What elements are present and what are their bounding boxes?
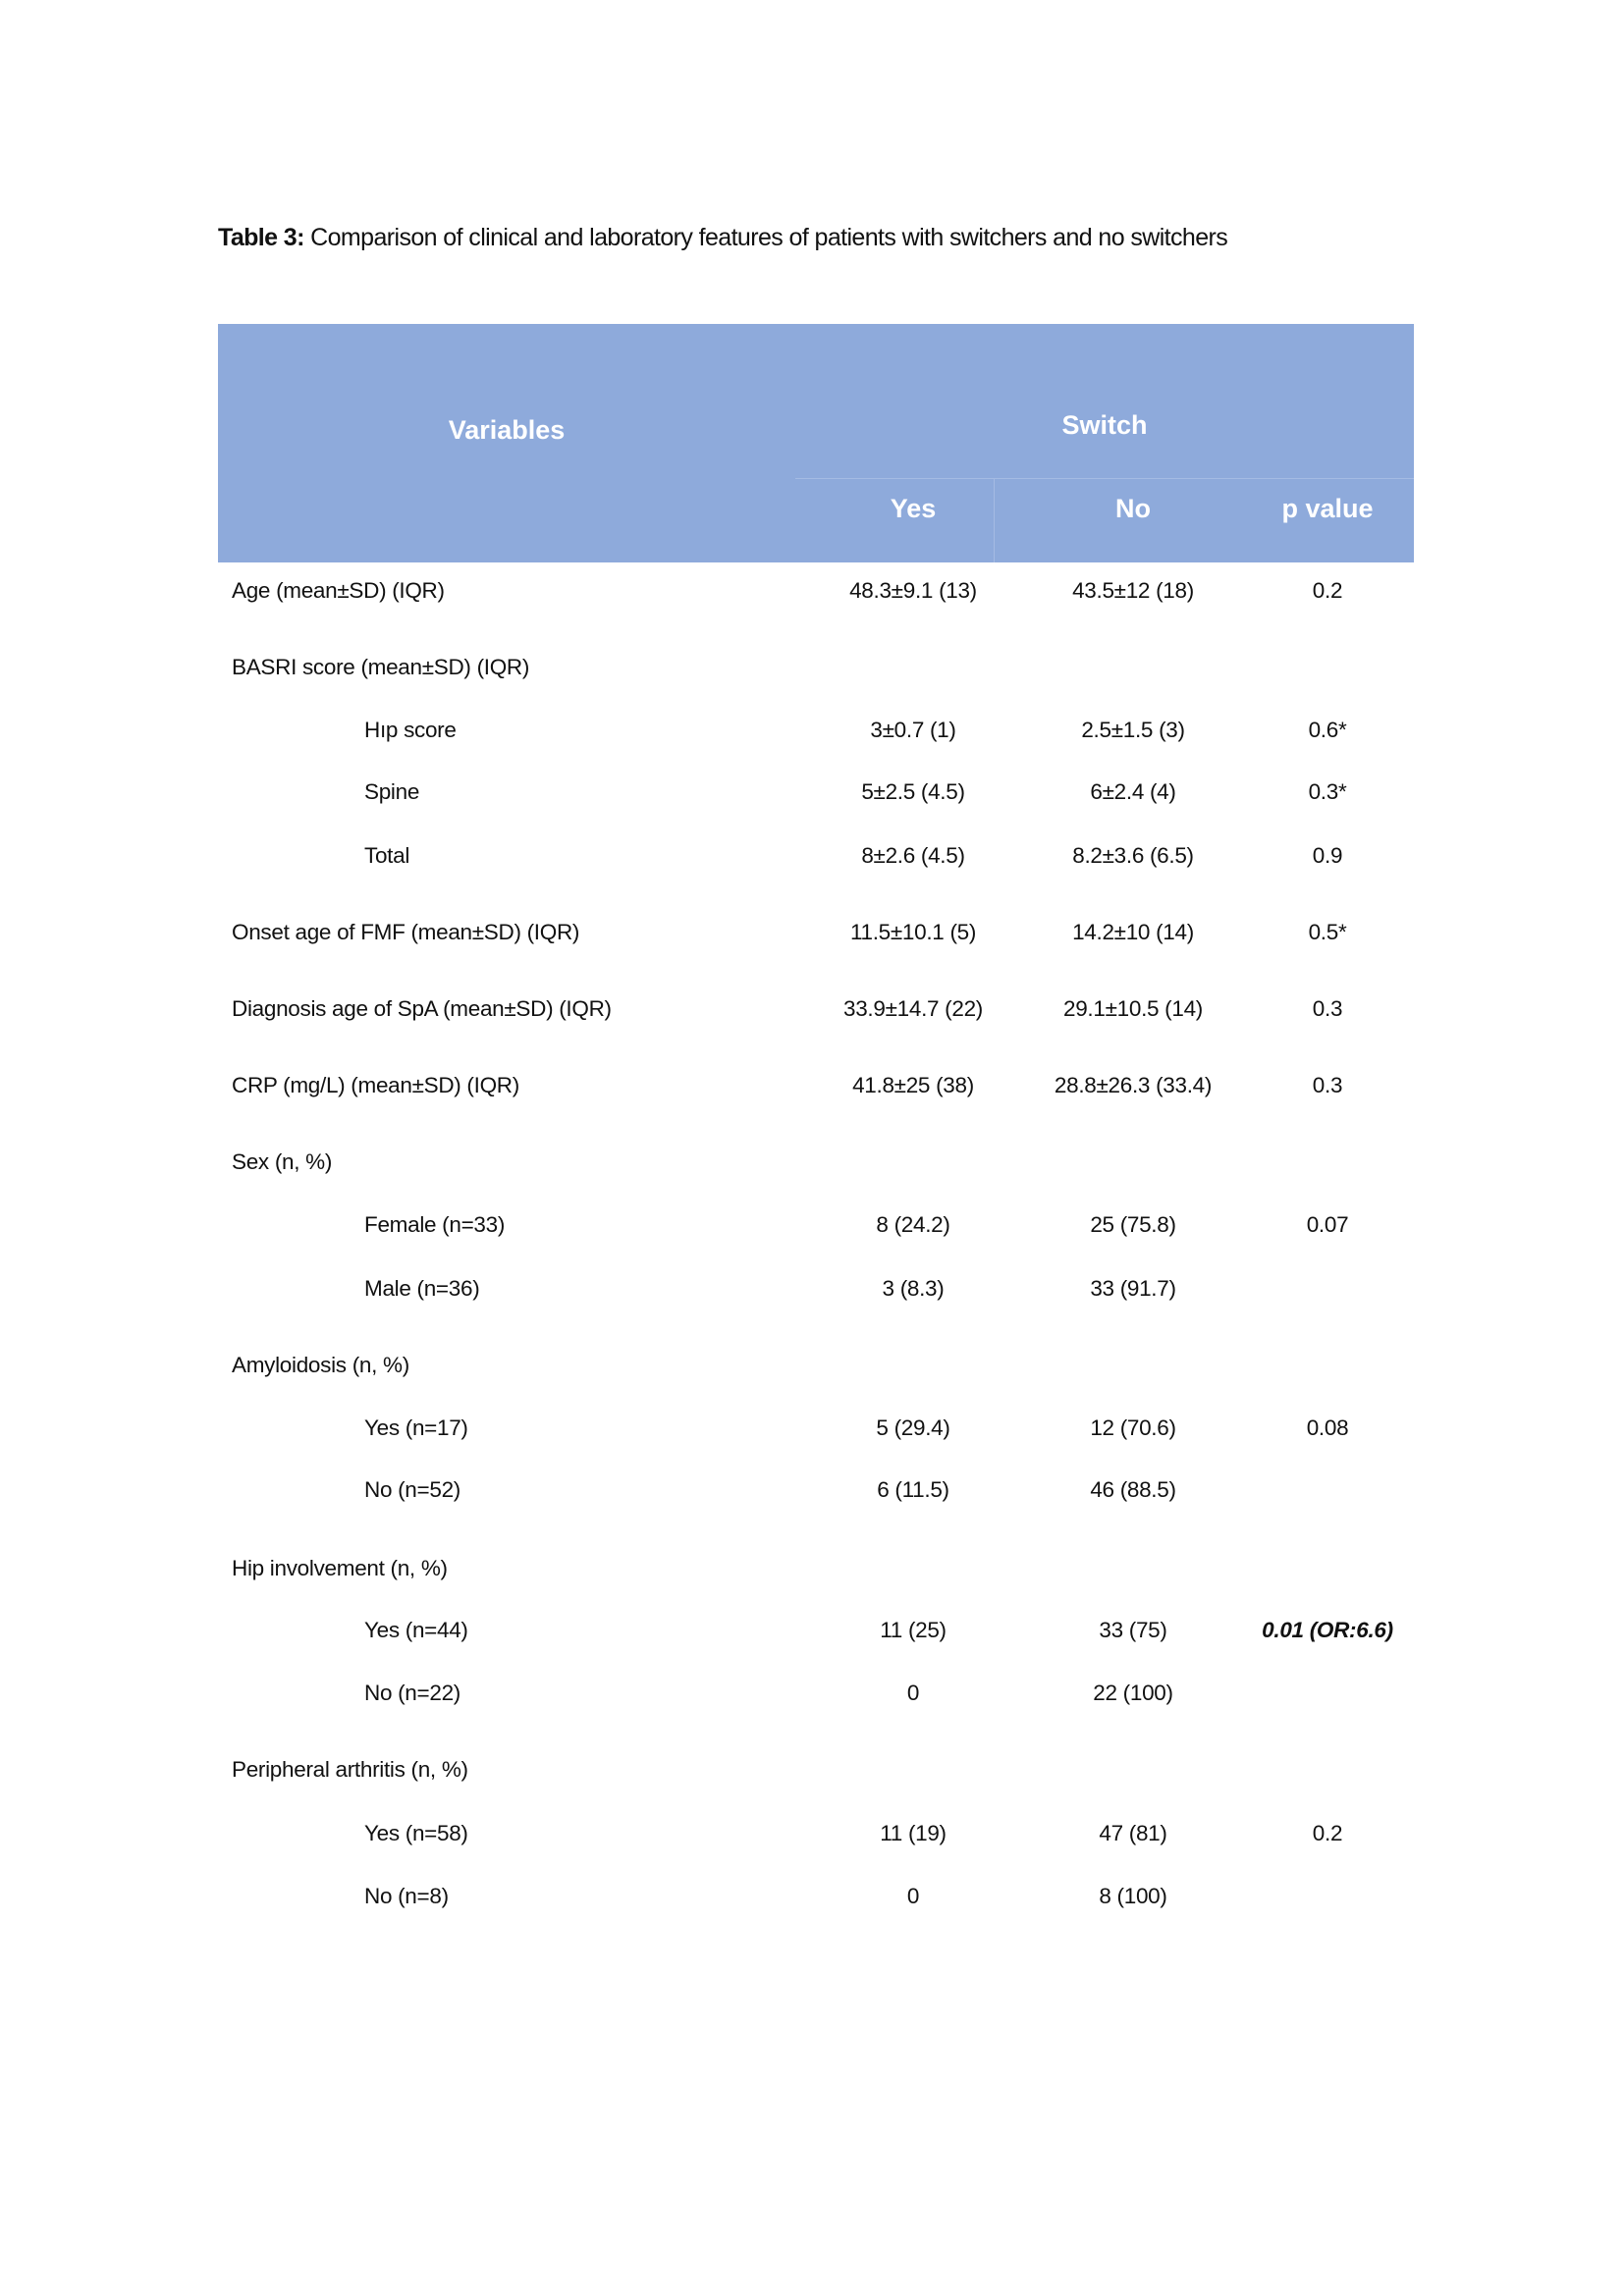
cell-switch-yes: 11 (25) bbox=[880, 1618, 947, 1642]
cell-switch-no: 2.5±1.5 (3) bbox=[1081, 718, 1185, 742]
table-row bbox=[218, 1618, 1414, 1657]
table-row bbox=[218, 920, 1414, 959]
row-label: Diagnosis age of SpA (mean±SD) (IQR) bbox=[232, 996, 612, 1021]
row-label: Female (n=33) bbox=[364, 1212, 506, 1237]
cell-switch-no: 29.1±10.5 (14) bbox=[1063, 996, 1203, 1021]
row-label: Yes (n=17) bbox=[364, 1415, 468, 1440]
table-caption bbox=[218, 224, 1227, 252]
table-row bbox=[218, 996, 1414, 1036]
table-row bbox=[218, 718, 1414, 757]
cell-switch-yes: 3 (8.3) bbox=[882, 1276, 945, 1301]
cell-switch-yes: 11.5±10.1 (5) bbox=[849, 920, 977, 944]
cell-switch-yes: 5 (29.4) bbox=[876, 1415, 950, 1440]
cell-p-value: 0.9 bbox=[1312, 843, 1343, 868]
cell-switch-no: 46 (88.5) bbox=[1090, 1477, 1176, 1502]
cell-switch-no: 28.8±26.3 (33.4) bbox=[1054, 1073, 1213, 1097]
cell-switch-no: 43.5±12 (18) bbox=[1072, 578, 1194, 603]
cell-p-value: 0.2 bbox=[1312, 1821, 1343, 1845]
table-caption-label: Table 3: bbox=[218, 224, 304, 251]
cell-switch-yes: 3±0.7 (1) bbox=[870, 718, 956, 742]
cell-switch-yes: 5±2.5 (4.5) bbox=[861, 779, 965, 804]
header-switch: Switch bbox=[1061, 410, 1148, 440]
table-row bbox=[218, 1477, 1414, 1517]
cell-p-value: 0.2 bbox=[1312, 578, 1343, 603]
cell-switch-yes: 8±2.6 (4.5) bbox=[861, 843, 965, 868]
table-row bbox=[218, 1073, 1414, 1112]
table-row bbox=[218, 1884, 1414, 1923]
table-row bbox=[218, 1681, 1414, 1720]
table-row bbox=[218, 1212, 1414, 1252]
row-label: No (n=52) bbox=[364, 1477, 460, 1502]
header-no: No bbox=[1115, 494, 1151, 523]
row-label: BASRI score (mean±SD) (IQR) bbox=[232, 655, 530, 679]
row-label: CRP (mg/L) (mean±SD) (IQR) bbox=[232, 1073, 519, 1097]
row-label: Spine bbox=[364, 779, 420, 804]
header-p-value: p value bbox=[1281, 494, 1374, 523]
row-label: Yes (n=44) bbox=[364, 1618, 468, 1642]
table-row bbox=[218, 1353, 1414, 1392]
cell-switch-no: 22 (100) bbox=[1093, 1681, 1173, 1705]
row-label: No (n=22) bbox=[364, 1681, 460, 1705]
table-row bbox=[218, 843, 1414, 882]
cell-p-value: 0.3 bbox=[1312, 996, 1343, 1021]
header-divider bbox=[795, 478, 1414, 479]
row-label: Peripheral arthritis (n, %) bbox=[232, 1757, 468, 1782]
cell-p-value: 0.08 bbox=[1306, 1415, 1349, 1440]
row-label: Hip involvement (n, %) bbox=[232, 1556, 448, 1580]
cell-p-value: 0.01 (OR:6.6) bbox=[1262, 1618, 1393, 1642]
cell-switch-no: 25 (75.8) bbox=[1090, 1212, 1176, 1237]
row-label: Onset age of FMF (mean±SD) (IQR) bbox=[232, 920, 580, 944]
cell-switch-no: 12 (70.6) bbox=[1090, 1415, 1176, 1440]
cell-switch-no: 33 (75) bbox=[1099, 1618, 1167, 1642]
table-row bbox=[218, 578, 1414, 617]
table-caption-text: Comparison of clinical and laboratory features of patients with switchers and no switchers bbox=[303, 224, 1228, 251]
header-variables: Variables bbox=[448, 415, 566, 445]
table-row bbox=[218, 1556, 1414, 1595]
cell-switch-yes: 41.8±25 (38) bbox=[852, 1073, 974, 1097]
table-row bbox=[218, 779, 1414, 819]
cell-p-value: 0.3 bbox=[1312, 1073, 1343, 1097]
table-row bbox=[218, 1757, 1414, 1796]
row-label: Age (mean±SD) (IQR) bbox=[232, 578, 445, 603]
row-label: Sex (n, %) bbox=[232, 1149, 333, 1174]
row-label: Male (n=36) bbox=[364, 1276, 480, 1301]
cell-switch-yes: 48.3±9.1 (13) bbox=[849, 578, 977, 603]
cell-switch-no: 8.2±3.6 (6.5) bbox=[1072, 843, 1194, 868]
cell-switch-yes: 0 bbox=[906, 1884, 920, 1908]
cell-p-value: 0.07 bbox=[1306, 1212, 1349, 1237]
cell-switch-no: 14.2±10 (14) bbox=[1072, 920, 1194, 944]
row-label: Yes (n=58) bbox=[364, 1821, 468, 1845]
cell-p-value: 0.6* bbox=[1308, 718, 1347, 742]
header-yes: Yes bbox=[890, 494, 937, 523]
cell-switch-yes: 11 (19) bbox=[880, 1821, 947, 1845]
cell-p-value: 0.5* bbox=[1308, 920, 1347, 944]
cell-switch-no: 33 (91.7) bbox=[1090, 1276, 1176, 1301]
table-row bbox=[218, 1149, 1414, 1189]
row-label: Total bbox=[364, 843, 410, 868]
cell-switch-no: 8 (100) bbox=[1099, 1884, 1167, 1908]
cell-p-value: 0.3* bbox=[1308, 779, 1347, 804]
cell-switch-no: 6±2.4 (4) bbox=[1090, 779, 1176, 804]
cell-switch-yes: 8 (24.2) bbox=[876, 1212, 950, 1237]
row-label: No (n=8) bbox=[364, 1884, 449, 1908]
table-row bbox=[218, 1276, 1414, 1315]
cell-switch-yes: 33.9±14.7 (22) bbox=[843, 996, 983, 1021]
table-row bbox=[218, 1415, 1414, 1455]
row-label: Amyloidosis (n, %) bbox=[232, 1353, 409, 1377]
cell-switch-no: 47 (81) bbox=[1099, 1821, 1167, 1845]
table-row bbox=[218, 655, 1414, 694]
table-row bbox=[218, 1821, 1414, 1860]
row-label: Hıp score bbox=[364, 718, 457, 742]
cell-switch-yes: 6 (11.5) bbox=[877, 1477, 949, 1502]
table-header bbox=[218, 324, 1414, 562]
cell-switch-yes: 0 bbox=[906, 1681, 920, 1705]
